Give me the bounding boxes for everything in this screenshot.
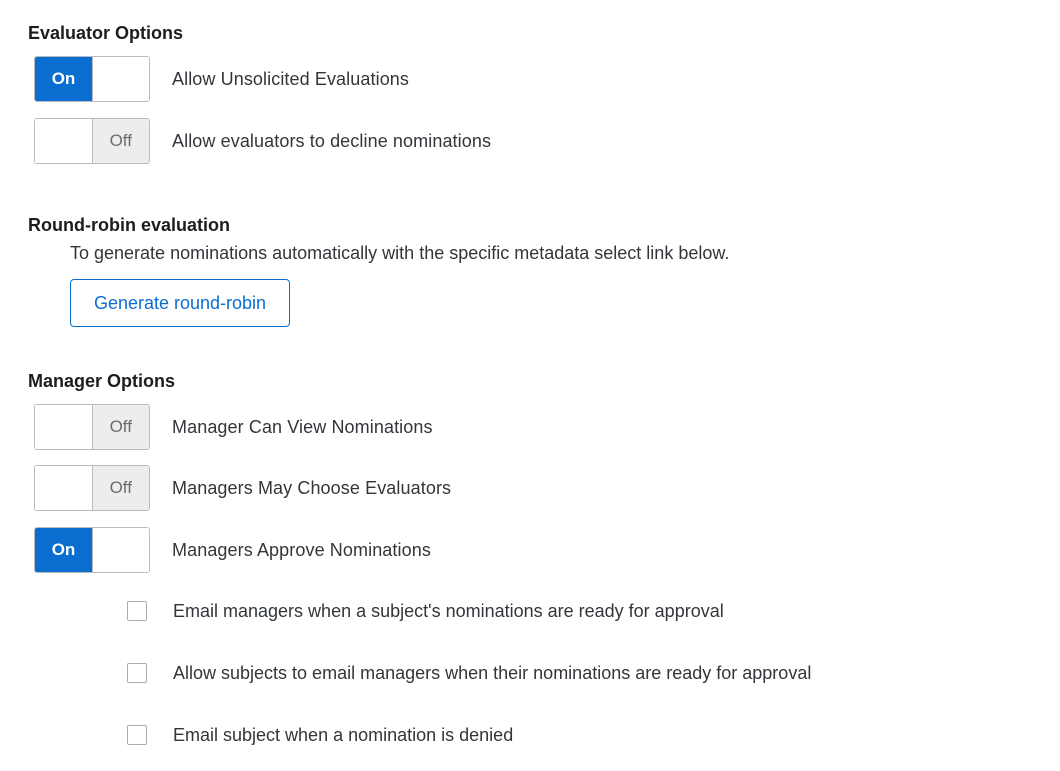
toggle-row-managers-choose-evaluators (34, 464, 451, 512)
managers-approve-nominations-label: Managers Approve Nominations (172, 539, 431, 560)
toggle-knob (92, 528, 149, 572)
toggle-state-text: Off (92, 405, 150, 449)
toggle-knob (35, 405, 92, 449)
unsolicited-evaluations-toggle[interactable] (34, 56, 150, 102)
toggle-knob (35, 466, 92, 510)
toggle-row-manager-view-nominations (34, 403, 433, 451)
toggle-state-text: On (35, 528, 92, 572)
checkbox-row-subjects-email-managers (127, 661, 811, 685)
managers-choose-evaluators-toggle[interactable] (34, 465, 150, 511)
toggle-row-unsolicited-evaluations (34, 55, 409, 103)
checkbox-row-email-managers-ready (127, 599, 724, 623)
toggle-row-managers-approve-nominations (34, 526, 431, 574)
checkbox-row-email-subject-denied (127, 723, 513, 747)
toggle-knob (35, 119, 92, 163)
email-subject-denied-checkbox[interactable] (127, 725, 147, 745)
evaluator-options-title: Evaluator Options (28, 23, 184, 43)
toggle-state-text: Off (92, 119, 150, 163)
email-subject-denied-label: Email subject when a nomination is denied (173, 724, 514, 745)
email-managers-ready-label: Email managers when a subject's nominations are ready for approval (173, 600, 724, 621)
toggle-knob (92, 57, 149, 101)
managers-approve-nominations-toggle[interactable] (34, 527, 150, 573)
subjects-email-managers-label: Allow subjects to email managers when their nominations are ready for approval (173, 662, 812, 683)
toggle-state-text: On (35, 57, 92, 101)
email-managers-ready-checkbox[interactable] (127, 601, 147, 621)
decline-nominations-toggle[interactable] (34, 118, 150, 164)
round-robin-description: To generate nominations automatically with the specific metadata select link below. (70, 243, 730, 263)
round-robin-title: Round-robin evaluation (28, 215, 230, 235)
manager-options-title: Manager Options (28, 371, 176, 391)
manager-view-nominations-toggle[interactable] (34, 404, 150, 450)
manager-view-nominations-label: Manager Can View Nominations (172, 416, 433, 437)
generate-round-robin-button[interactable]: Generate round-robin (70, 279, 290, 327)
decline-nominations-label: Allow evaluators to decline nominations (172, 130, 492, 151)
toggle-state-text: Off (92, 466, 150, 510)
subjects-email-managers-checkbox[interactable] (127, 663, 147, 683)
toggle-row-decline-nominations (34, 117, 491, 165)
managers-choose-evaluators-label: Managers May Choose Evaluators (172, 477, 452, 498)
unsolicited-evaluations-label: Allow Unsolicited Evaluations (172, 68, 410, 89)
